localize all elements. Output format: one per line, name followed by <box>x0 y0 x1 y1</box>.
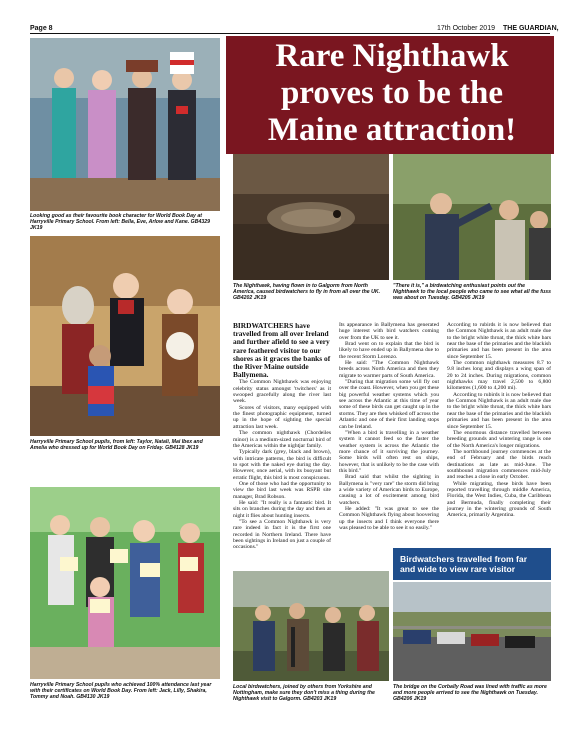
article-paragraph: He said: "The Common Nighthawk breeds across North America and then they migrate to warmer parts of South America. <box>339 360 439 379</box>
article-paragraph: He said: "It really is a fantastic bird. It sits on branches during the day and then at night it flies about hunting insects. <box>233 499 331 519</box>
issue-date: 17th October 2019 <box>437 25 495 32</box>
article-paragraph: Brad said that whilst the sighting in Ballymena is "very rare" the storm did bring a wide variety of American birds to Europe, causing a lot of excitement among bird watchers. <box>339 474 439 506</box>
article-column-3 <box>447 322 551 519</box>
article-paragraph: The enormous distance travelled between breeding grounds and wintering range is one of the North America's longer migrations. <box>447 429 551 449</box>
caption-local-birdwatchers: Local birdwatchers, joined by others from Yorkshire and Nottingham, make sure they don't miss a thing during the Nighthawk visit to Galgorm. GB4203 JK19 <box>233 684 375 703</box>
caption-costumes-book-day: Harryville Primary School pupils, from left: Taylor, Natali, Mai Ibex and Amelia who dressed up for World Book Day on Friday. GB4128 JK19 <box>30 439 203 452</box>
caption-costumes-four-pupils: Looking good as their favourite book character for World Book Day at Harryville Primary School. From left: Bella, Eve, Arlow and Kane. GB4329 JK19 <box>30 213 210 232</box>
photo-costumes-book-day <box>30 236 220 436</box>
article-paragraph: According to rubirds it is now believed that the Common Nighthawk is an adult male due to the bright white throat, the thick white bars near the base of the primaries and the blackish primaries and has been present in the area since September 15. <box>447 322 551 360</box>
article-paragraph: The common nighthawk (Chordeiles minor) is a medium-sized nocturnal bird of the Americas within the nightjar family. <box>233 430 331 449</box>
photo-bridge-traffic <box>393 582 551 681</box>
photo-costumes-four-pupils <box>30 38 220 211</box>
caption-nighthawk: The Nighthawk, having flown in to Galgorm from North America, caused birdwatchers to fly in from all over the UK. GB4202 JK19 <box>233 283 381 302</box>
article-paragraph: According to rubirds it is now believed that the Common Nighthawk is an adult male due to the bright white throat, the thick white bars near the base of the primaries and the blackish primaries and has been present in the area since September 15. <box>447 391 551 430</box>
caption-birdwatcher-pointing: "There it is," a birdwatching enthusiast points out the Nighthawk to the local people who came to see what all the fuss was about on Tuesday. GB4205 JK19 <box>393 283 551 302</box>
article-paragraph: "To see a Common Nighthawk is very rare indeed in fact it is the first one recorded in Northern Ireland. There have been sightings in Ireland on just a couple of occasions." <box>233 518 331 551</box>
article-column-1 <box>233 322 331 551</box>
article-paragraph: The northbound journey commences at the end of February and the birds reach destinations as late as mid-June. The southbound migration commences mid-July and reaches a close in early October. <box>447 448 551 481</box>
article-column-2 <box>339 322 439 531</box>
masthead: THE GUARDIAN, <box>503 25 559 32</box>
headline-line-3: Maine attraction! <box>267 112 517 148</box>
article-paragraph: Its appearance in Ballymena has generated huge interest with bird watchers coming over from the UK to see it. <box>339 322 439 341</box>
box-headline: Birdwatchers travelled from far and wide to view rare visitor <box>393 548 551 580</box>
photo-birdwatcher-pointing <box>393 154 551 280</box>
photo-local-birdwatchers <box>233 571 389 681</box>
article-paragraph: Scores of visitors, many equipped with the finest photographic equipment, turned up in the hope of sighting the special attraction last week. <box>233 404 331 430</box>
page-number: Page 8 <box>30 25 53 32</box>
article-paragraph: He added: "It was great to see the Common Nighthawk flying about hoovering up the insects and I think everyone there was pleased to be able to see it so easily." <box>339 505 439 531</box>
article-paragraph: "When a bird is travelling in a weather system it cannot feed so the faster the weather system is across the Atlantic the more chance of it surviving the journey. Some birds will often rest on ships, however, that is unlikely to be the case with this bird." <box>339 429 439 474</box>
article-paragraph: One of those who had the opportunity to view the bird last week was RSPB site manager, Brad Robson. <box>233 480 331 500</box>
article-paragraph: While migrating, these birds have been reported travelling through middle America, Florida, the West Indies, Cuba, the Caribbean and Bermuda, finally completing their journey in the wintering grounds of South America, primarily Argentina. <box>447 480 551 519</box>
headline-line-1: Rare Nighthawk <box>275 38 509 74</box>
photo-nighthawk <box>233 154 389 280</box>
article-paragraph: The Common Nighthawk was enjoying celebrity status amongst 'twitchers' as it swooped gracefully along the river last week. <box>233 379 331 405</box>
caption-attendance-certificates: Harryville Primary School pupils who achieved 100% attendance last year with their certificates on World Book Day. From left: Jack, Lilly, Shakira, Tommy and Noah. GB4130 JK19 <box>30 682 212 701</box>
article-paragraph: Brad went on to explain that the bird is likely to have ended up in Ballymena due to the recent Storm Lorenzo. <box>339 341 439 360</box>
article-paragraph: "During that migration some will fly out over the coast. However, when you get these big powerful weather systems which you see across the Atlantic at this time of year some of these birds can get caught up in the storms. They are then whisked off across the Atlantic and one of their first landing stops can be Ireland. <box>339 379 439 430</box>
caption-bridge-traffic: The bridge on the Corbally Road was lined with traffic as more and more people arrived to see the Nighthawk on Tuesday. GB4206 JK19 <box>393 684 547 703</box>
headline-line-2: proves to be the <box>280 75 504 111</box>
article-lead: BIRDWATCHERS have travelled from all over Ireland and further afield to see a very rare feathered visitor to our shores as it graces the banks of the River Maine outside Ballymena. <box>233 321 331 380</box>
article-paragraph: Typically dark (grey, black and brown), with intricate patterns, the bird is difficult to spot with the naked eye during the day. However, once aerial, with its buoyant but erratic flight, this bird is most conspicuous. <box>233 449 331 481</box>
article-paragraph: The common nighthawk measures 8.7 to 9.8 inches long and displays a wing span of 20 to 24 inches. During migrations, common nighthawks may travel 2,500 to 6,800 kilometres (1,600 to 4,200 mi). <box>447 360 551 392</box>
header-rule <box>30 33 550 34</box>
headline <box>232 38 552 149</box>
photo-attendance-certificates <box>30 487 220 679</box>
